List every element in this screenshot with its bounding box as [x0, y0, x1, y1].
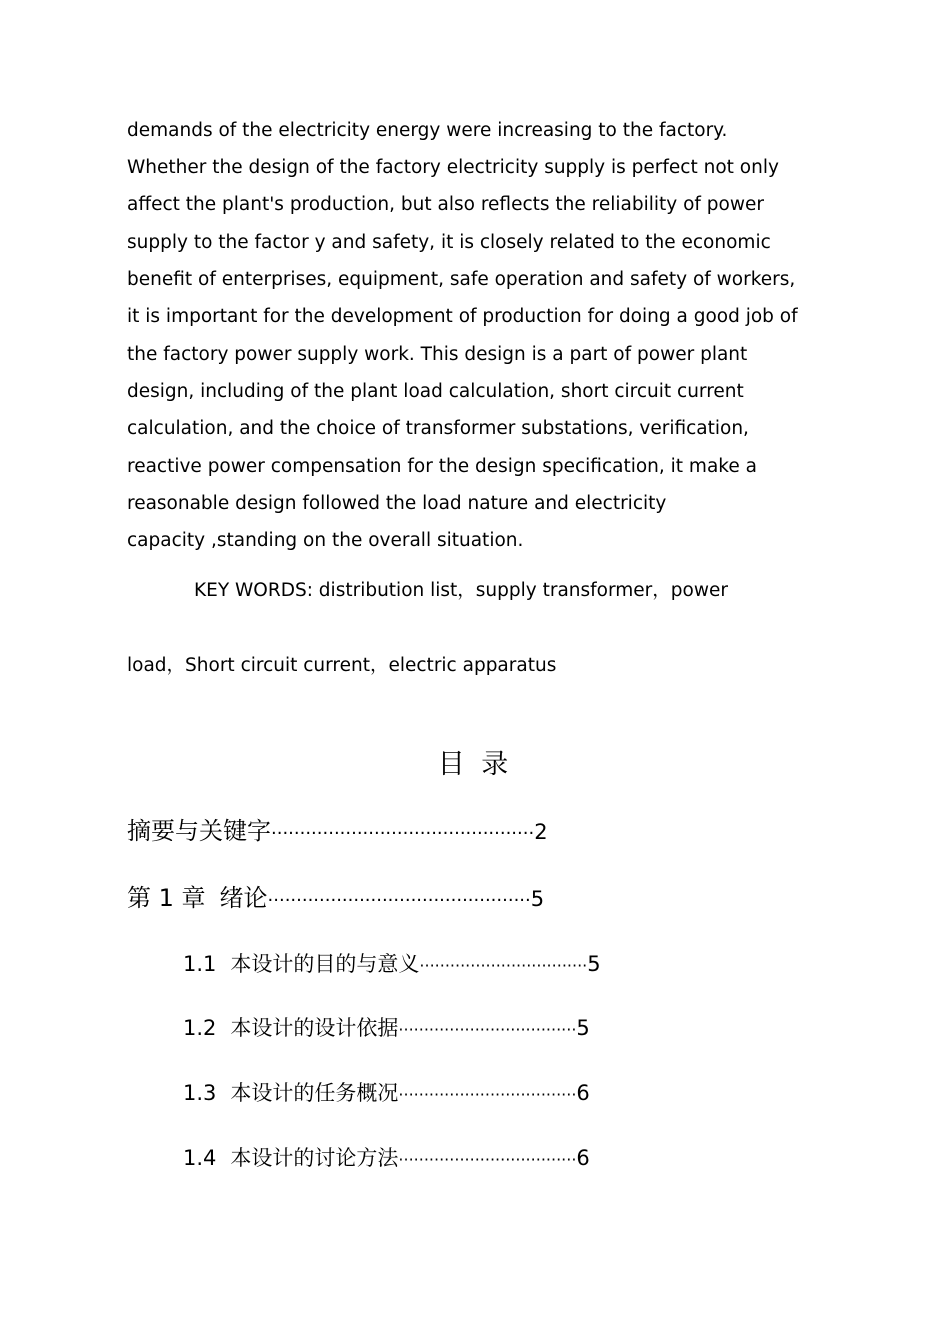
toc-entry[interactable] [183, 1142, 590, 1176]
toc-entry[interactable] [127, 815, 548, 850]
toc-page-number: 5 [530, 887, 545, 911]
toc-entry-number: 第 1 章 [127, 884, 206, 912]
toc-page-number: 2 [534, 820, 548, 844]
toc-title: 目 录 [437, 749, 513, 780]
toc-leader: ·············································· [267, 890, 531, 911]
keywords-line-2: load，Short circuit current，electric apparatus [127, 655, 557, 676]
toc-entry-number: 1.2 [183, 1016, 217, 1040]
toc-entry[interactable] [183, 1077, 590, 1111]
abstract-line: Whether the design of the factory electricity supply is perfect not only [127, 157, 779, 178]
toc-entry[interactable] [183, 948, 601, 982]
toc-page-number: 6 [576, 1081, 590, 1105]
abstract-line: design, including of the plant load calculation, short circuit current [127, 381, 744, 402]
toc-entry-number: 1.3 [183, 1081, 217, 1105]
abstract-line: affect the plant's production, but also reflects the reliability of power [127, 194, 764, 215]
toc-entry-text: 摘要与关键字 [127, 817, 271, 845]
abstract-line: the factory power supply work. This design is a part of power plant [127, 344, 748, 365]
toc-leader: ································· [419, 956, 588, 975]
keywords-line-1: KEY WORDS: distribution list，supply transformer，power [194, 580, 728, 601]
abstract-line: benefit of enterprises, equipment, safe operation and safety of workers, [127, 269, 796, 290]
toc-leader: ··································· [398, 1085, 577, 1104]
abstract-line: demands of the electricity energy were increasing to the factory. [127, 120, 728, 141]
toc-entry-text: 本设计的任务概况 [230, 1081, 399, 1105]
toc-leader: ·············································· [271, 823, 535, 844]
toc-entry[interactable] [183, 1012, 590, 1046]
toc-entry-text: 本设计的讨论方法 [230, 1146, 399, 1170]
toc-entry-number: 1.1 [183, 952, 217, 976]
toc-entry-text: 绪论 [219, 884, 268, 912]
abstract-line: reasonable design followed the load nature and electricity [127, 493, 667, 514]
toc-page-number: 6 [576, 1146, 590, 1170]
abstract-line: capacity ,standing on the overall situation. [127, 530, 524, 551]
abstract-line: calculation, and the choice of transformer substations, verification, [127, 418, 749, 439]
toc-page-number: 5 [587, 952, 601, 976]
toc-entry-text: 本设计的目的与意义 [230, 952, 420, 976]
abstract-line: reactive power compensation for the design specification, it make a [127, 456, 757, 477]
toc-entry[interactable] [127, 882, 544, 917]
toc-entry-number: 1.4 [183, 1146, 217, 1170]
abstract-line: supply to the factor y and safety, it is closely related to the economic [127, 232, 771, 253]
toc-entry-text: 本设计的设计依据 [230, 1016, 399, 1040]
toc-leader: ··································· [398, 1150, 577, 1169]
toc-page-number: 5 [576, 1016, 590, 1040]
toc-leader: ··································· [398, 1020, 577, 1039]
abstract-line: it is important for the development of production for doing a good job of [127, 306, 798, 327]
